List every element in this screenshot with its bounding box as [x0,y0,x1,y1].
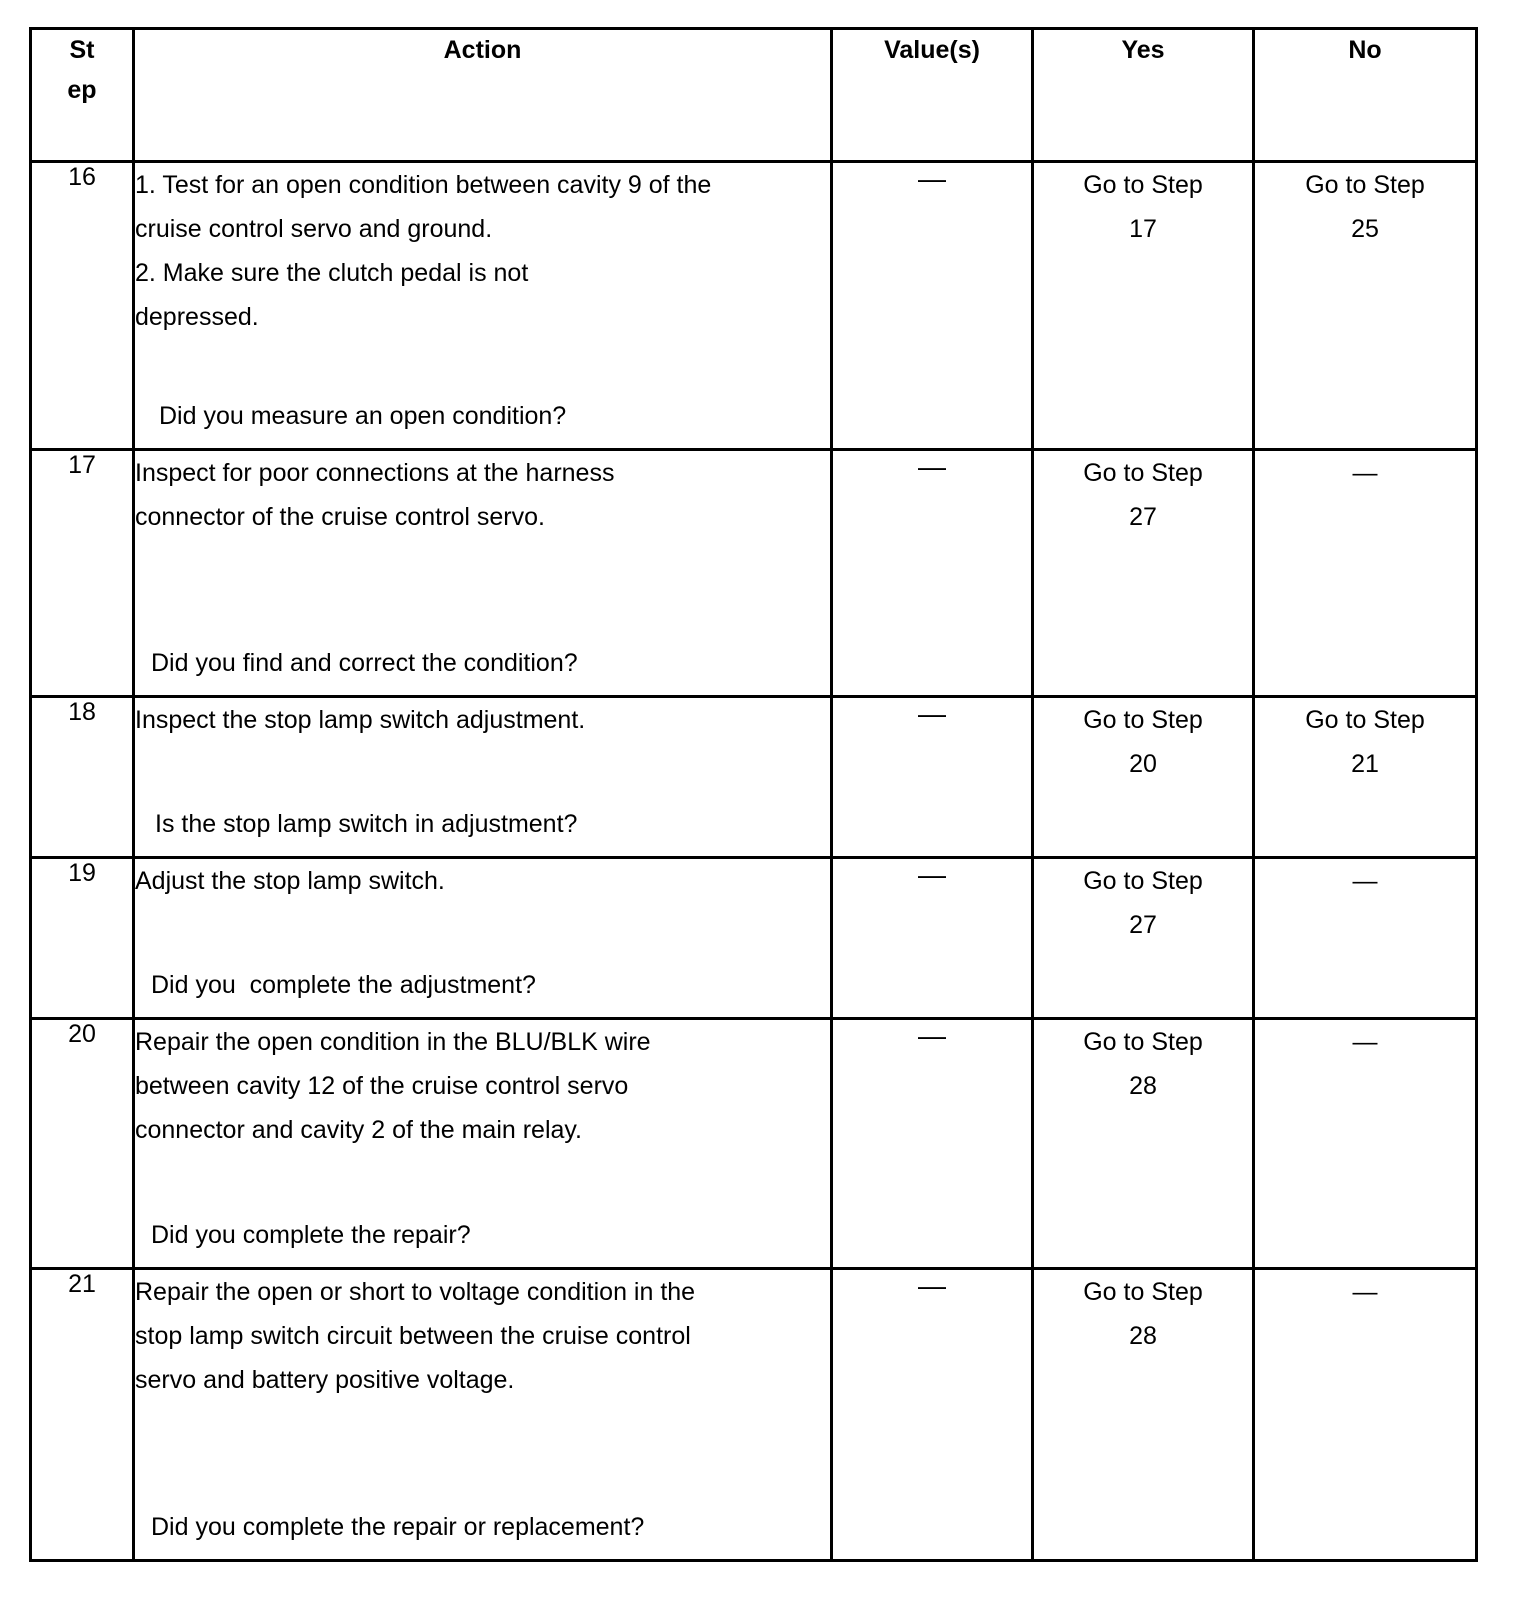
action-instruction: Repair the open or short to voltage condition in the stop lamp switch circuit between the cruise control servo and battery positive voltage. [135,1278,696,1394]
action-question: Did you measure an open condition? [159,402,567,430]
yes-cell: Go to Step 17 [1033,162,1254,450]
action-question: Did you find and correct the condition? [151,649,578,677]
header-no: No [1254,29,1477,162]
yes-cell: Go to Step 27 [1033,858,1254,1019]
yes-cell: Go to Step 28 [1033,1019,1254,1269]
table-row [31,450,1477,697]
no-cell: — [1254,1019,1477,1269]
no-cell: Go to Step 21 [1254,697,1477,858]
value-cell: — [832,697,1033,858]
action-instruction: Adjust the stop lamp switch. [135,867,445,895]
table-row [31,1019,1477,1269]
action-instruction: 2. Make sure the clutch pedal is not depressed. [135,259,529,331]
value-cell: — [832,858,1033,1019]
step-number: 17 [31,450,134,697]
step-number: 20 [31,1019,134,1269]
table-row [31,162,1477,450]
action-question: Did you complete the repair? [151,1221,471,1249]
table-row [31,1269,1477,1561]
header-step: St ep [31,29,134,162]
action-question: Is the stop lamp switch in adjustment? [155,810,578,838]
header-row [31,29,1477,162]
header-yes: Yes [1033,29,1254,162]
value-cell: — [832,162,1033,450]
action-cell [134,450,832,697]
table-row [31,858,1477,1019]
no-cell: — [1254,450,1477,697]
value-cell: — [832,1019,1033,1269]
action-cell [134,697,832,858]
action-cell [134,1269,832,1561]
action-question: Did you complete the adjustment? [151,971,536,999]
no-cell: — [1254,858,1477,1019]
value-cell: — [832,450,1033,697]
step-number: 19 [31,858,134,1019]
header-action: Action [134,29,832,162]
diagnostic-table [29,27,1478,1562]
action-instruction: 1. Test for an open condition between cavity 9 of the cruise control servo and ground. [135,171,712,243]
no-cell: — [1254,1269,1477,1561]
step-number: 21 [31,1269,134,1561]
value-cell: — [832,1269,1033,1561]
no-cell: Go to Step 25 [1254,162,1477,450]
header-values: Value(s) [832,29,1033,162]
yes-cell: Go to Step 20 [1033,697,1254,858]
yes-cell: Go to Step 28 [1033,1269,1254,1561]
action-question: Did you complete the repair or replacement? [151,1513,645,1541]
step-number: 16 [31,162,134,450]
table-row [31,697,1477,858]
action-instruction: Inspect for poor connections at the harness connector of the cruise control servo. [135,459,615,531]
action-instruction: Inspect the stop lamp switch adjustment. [135,706,586,734]
action-cell [134,1019,832,1269]
yes-cell: Go to Step 27 [1033,450,1254,697]
action-cell [134,858,832,1019]
action-instruction: Repair the open condition in the BLU/BLK wire between cavity 12 of the cruise control servo connector and cavity 2 of the main relay. [135,1028,651,1144]
step-number: 18 [31,697,134,858]
action-cell [134,162,832,450]
